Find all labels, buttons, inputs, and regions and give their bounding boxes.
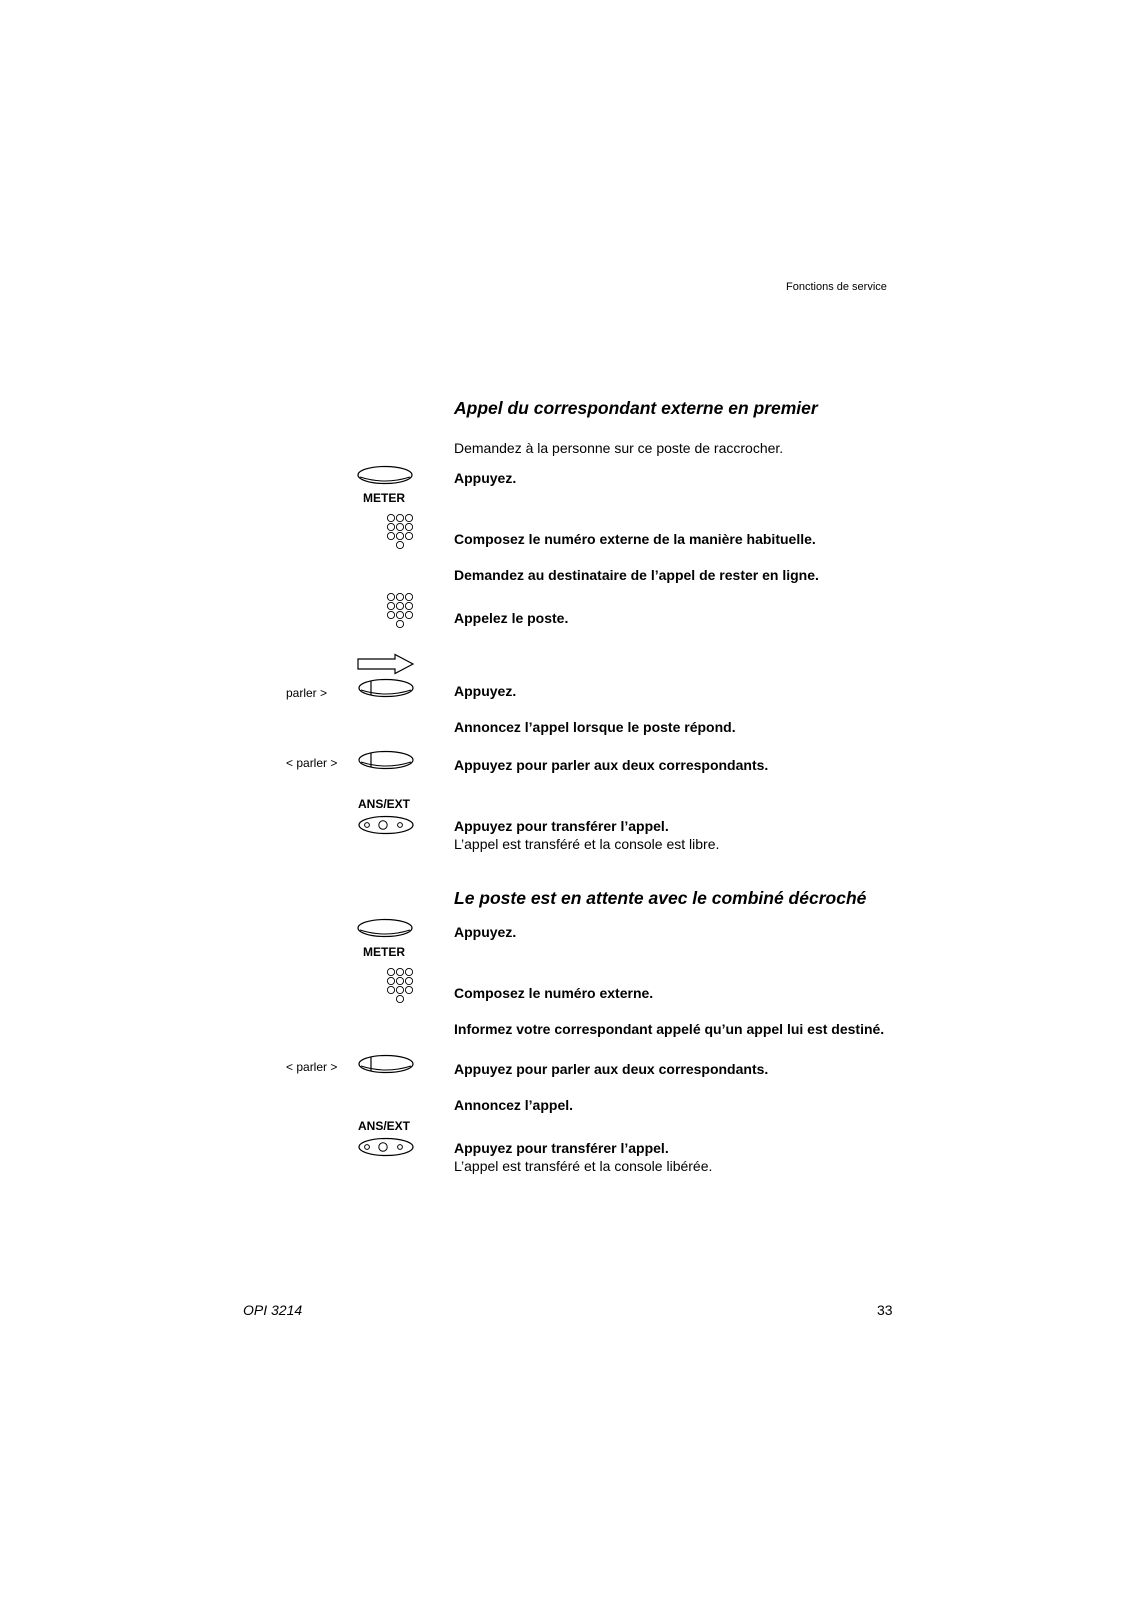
keypad-icon [386,513,418,556]
step-text: Composez le numéro externe de la manière habituelle. [454,531,816,547]
section-title-2: Le poste est en attente avec le combiné décroché [454,888,867,908]
step-text: Annoncez l’appel. [454,1097,574,1113]
side-label-parler: parler > [286,686,328,700]
side-label-parler-both: < parler > [286,1060,338,1074]
step-text: Informez votre correspondant appelé qu’un appel lui est destiné. [454,1021,885,1037]
step-text: Appelez le poste. [454,610,569,626]
step-text: Appuyez pour parler aux deux correspondants. [454,757,769,773]
step-text: Composez le numéro externe. [454,985,654,1001]
meter-key-label: METER [363,491,405,505]
speak-both-key-icon [358,1055,416,1075]
section-title-1: Appel du correspondant externe en premier [454,398,818,418]
page-number: 33 [877,1302,893,1318]
footer-model: OPI 3214 [243,1302,303,1318]
ans-ext-key-label: ANS/EXT [358,1119,411,1133]
step-text: Appuyez pour parler aux deux correspondants. [454,1061,769,1077]
running-header: Fonctions de service [786,281,887,293]
step-text: Appuyez pour transférer l’appel. [454,1140,669,1156]
step-text: Annoncez l’appel lorsque le poste répond. [454,719,736,735]
meter-key-icon [357,919,415,939]
step-result-text: L’appel est transféré et la console libérée. [454,1158,713,1174]
transfer-arrow-icon [357,654,415,674]
speak-key-icon [358,679,416,699]
side-label-parler-both: < parler > [286,756,338,770]
step-result-text: L’appel est transféré et la console est libre. [454,836,720,852]
ans-ext-key-icon [358,1138,416,1158]
step-text: Appuyez. [454,470,517,486]
meter-key-icon [357,466,415,486]
step-text: Appuyez. [454,924,517,940]
keypad-icon [386,592,418,635]
meter-key-label: METER [363,945,405,959]
ans-ext-key-label: ANS/EXT [358,797,411,811]
step-text: Demandez au destinataire de l’appel de rester en ligne. [454,567,819,583]
keypad-icon [386,967,418,1010]
step-text: Appuyez. [454,683,517,699]
step-text: Demandez à la personne sur ce poste de raccrocher. [454,440,784,456]
ans-ext-key-icon [358,816,416,836]
step-text: Appuyez pour transférer l’appel. [454,818,669,834]
speak-both-key-icon [358,751,416,771]
